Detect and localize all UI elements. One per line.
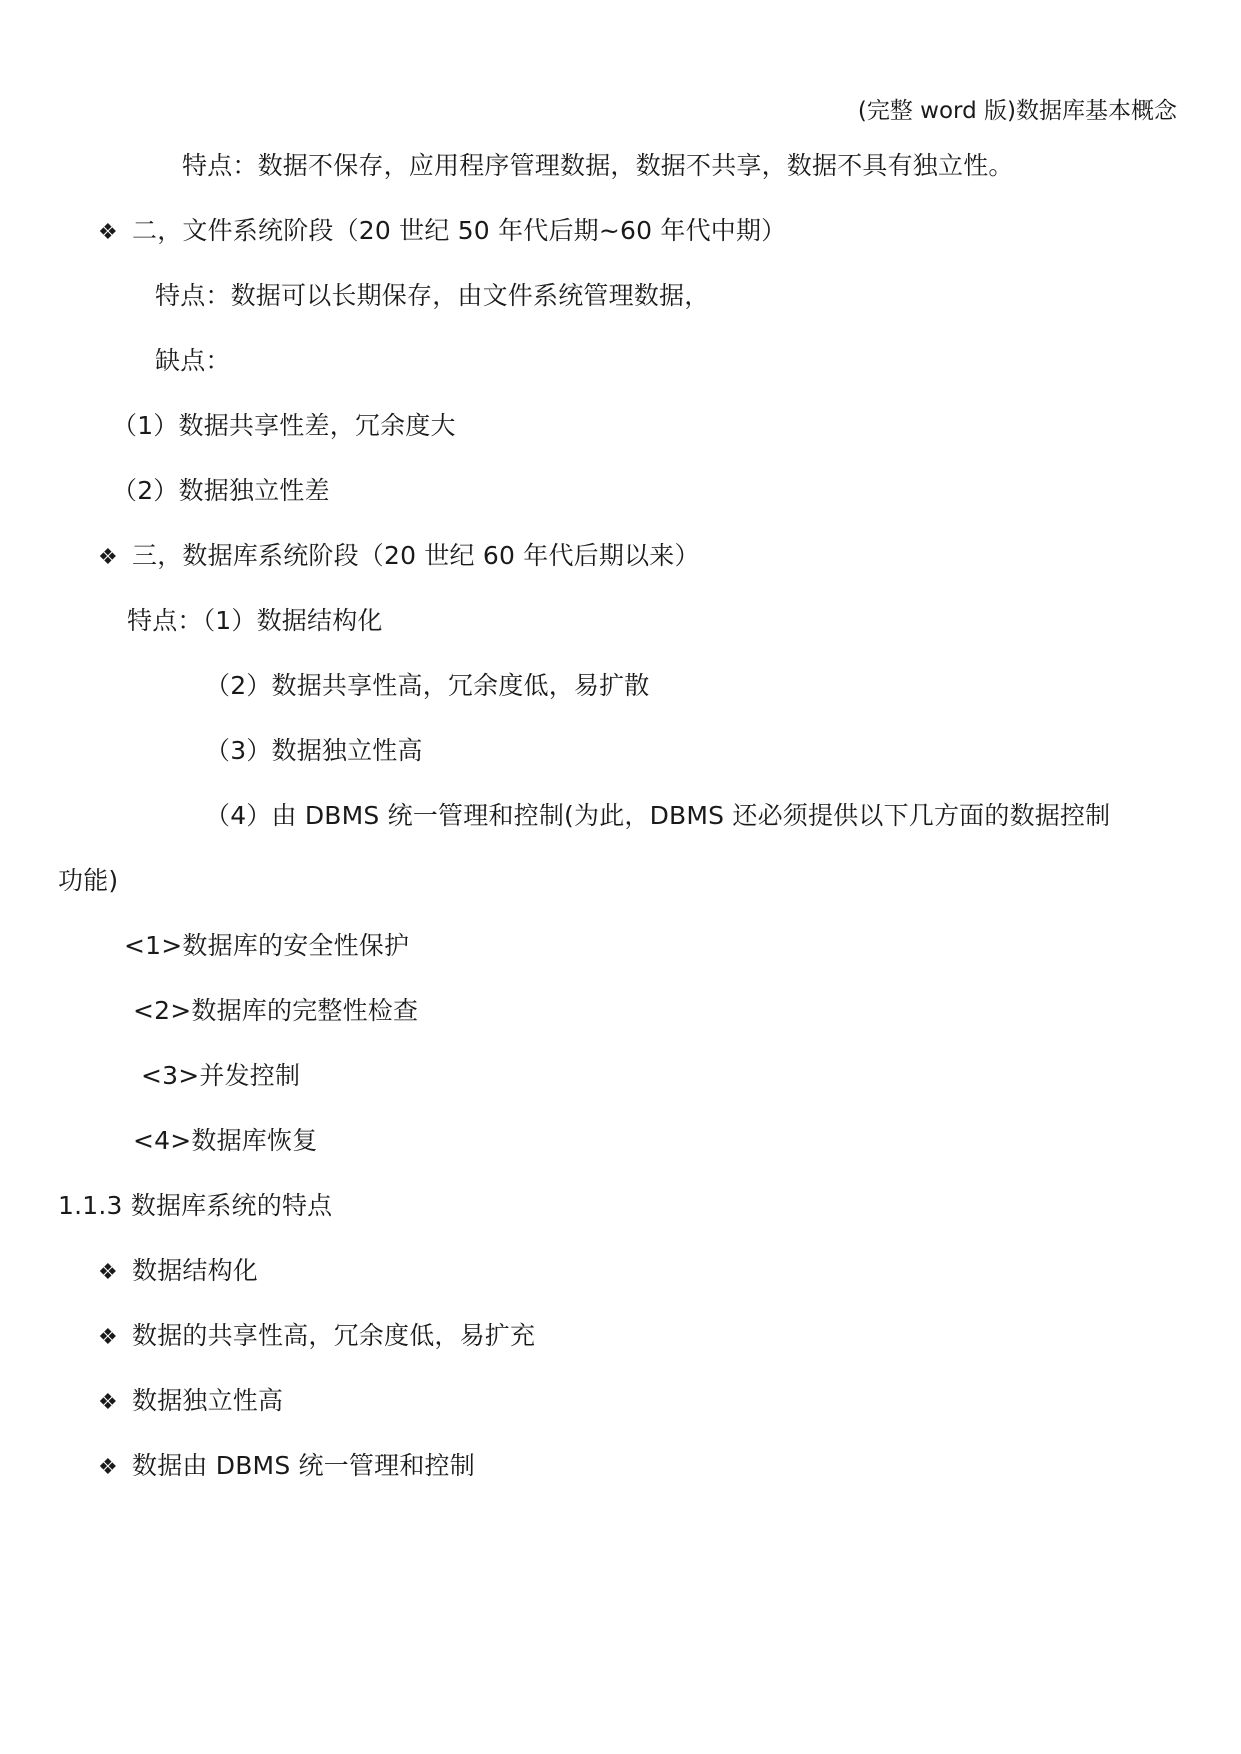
stage3-feature-2: （2）数据共享性高，冗余度低，易扩散 [205,671,650,700]
diamond-bullet-icon: ❖ [98,1260,118,1285]
diamond-bullet-icon: ❖ [98,1325,118,1350]
diamond-bullet-icon: ❖ [98,1390,118,1415]
control-item-2: <2>数据库的完整性检查 [133,996,419,1025]
control-item-4: <4>数据库恢复 [133,1126,318,1155]
characteristic-item [98,1450,475,1484]
diamond-bullet-icon: ❖ [98,220,118,245]
page-header: (完整 word 版)数据库基本概念 [857,98,1177,124]
stage3-feature-1: 特点：（1）数据结构化 [127,606,383,635]
control-item-1: <1>数据库的安全性保护 [124,931,410,960]
characteristic-text: 数据独立性高 [132,1386,284,1415]
stage2-heading-text: 二，文件系统阶段（20 世纪 50 年代后期~60 年代中期） [132,216,787,245]
control-item-3: <3>并发控制 [141,1061,301,1090]
diamond-bullet-icon: ❖ [98,545,118,570]
characteristic-text: 数据的共享性高，冗余度低，易扩充 [132,1321,536,1350]
stage2-drawback-2: （2）数据独立性差 [112,476,330,505]
stage3-feature-4: （4）由 DBMS 统一管理和控制(为此，DBMS 还必须提供以下几方面的数据控制 [205,801,1111,830]
section-heading: 1.1.3 数据库系统的特点 [58,1191,333,1220]
characteristic-item [98,1320,535,1354]
characteristic-text: 数据由 DBMS 统一管理和控制 [132,1451,475,1480]
stage2-drawbacks-label: 缺点： [155,346,231,375]
characteristic-text: 数据结构化 [132,1256,259,1285]
stage1-features: 特点：数据不保存，应用程序管理数据，数据不共享，数据不具有独立性。 [182,151,1014,180]
stage3-heading [98,540,700,574]
stage2-heading [98,215,786,249]
stage3-feature-4-cont: 功能) [58,866,119,895]
diamond-bullet-icon: ❖ [98,1455,118,1480]
characteristic-item [98,1255,258,1289]
stage3-feature-3: （3）数据独立性高 [205,736,423,765]
stage2-features: 特点：数据可以长期保存，由文件系统管理数据， [155,281,710,310]
stage3-heading-text: 三，数据库系统阶段（20 世纪 60 年代后期以来） [132,541,700,570]
stage2-drawback-1: （1）数据共享性差，冗余度大 [112,411,456,440]
characteristic-item [98,1385,283,1419]
